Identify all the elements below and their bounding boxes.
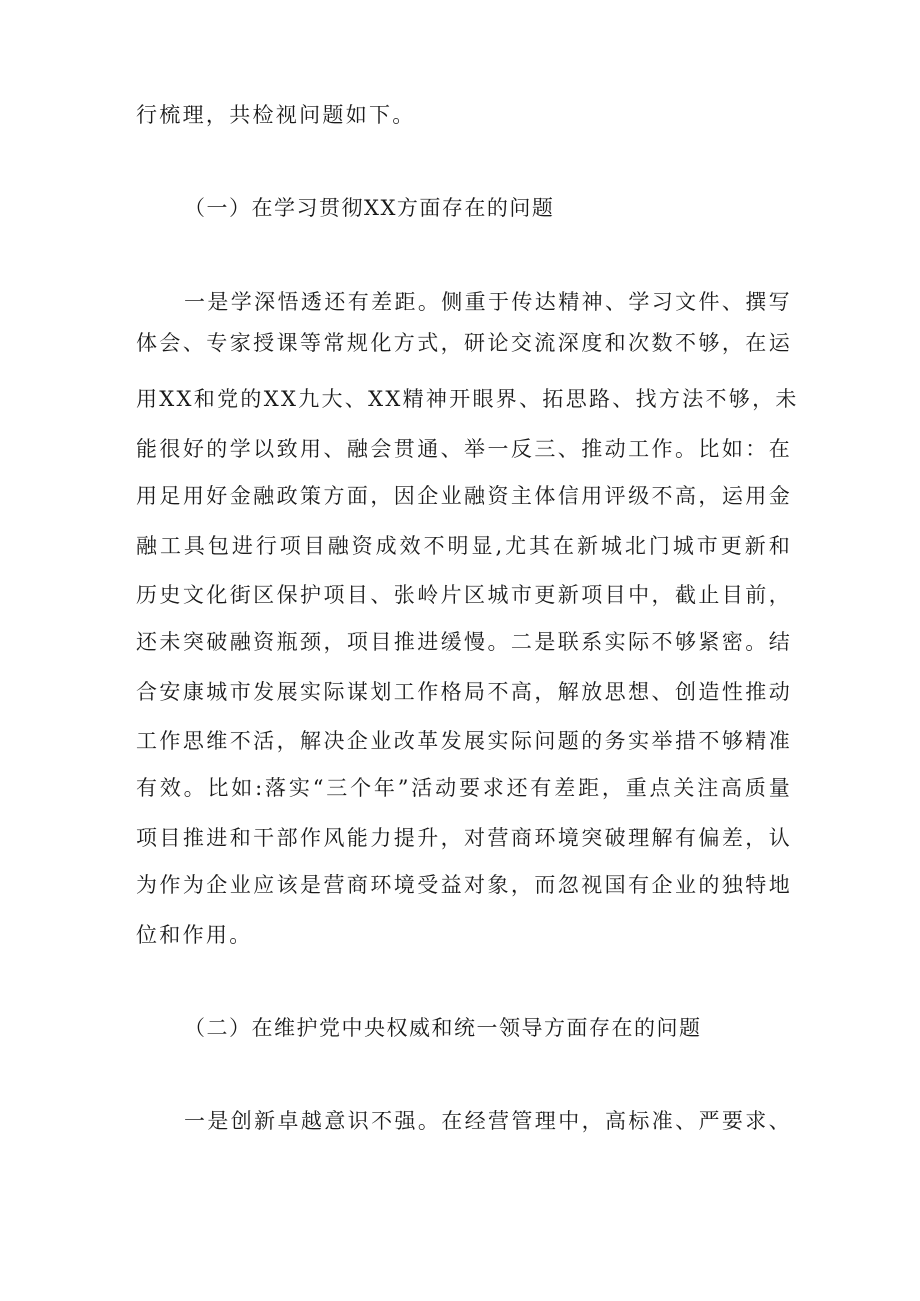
intro-paragraph: 行梳理，共检视问题如下。 (136, 103, 416, 127)
section-1-heading: （一）在学习贯彻XX方面存在的问题 (184, 196, 555, 220)
section-1-line: 能很好的学以致用、融会贯通、举一反三、推动工作。比如：在 (136, 437, 792, 461)
section-2-heading: （二）在维护党中央权威和统一领导方面存在的问题 (184, 1016, 702, 1040)
section-1-line: 项目推进和干部作风能力提升，对营商环境突破理解有偏差，认 (136, 826, 792, 850)
section-1-line: 历史文化街区保护项目、张岭片区城市更新项目中，截止目前， (136, 583, 792, 607)
section-1-line: 用XX和党的XX九大、XX精神开眼界、拓思路、找方法不够，未 (136, 387, 799, 411)
section-1-line: 位和作用。 (136, 923, 253, 947)
section-1-line: 用足用好金融政策方面，因企业融资主体信用评级不高，运用金 (136, 484, 792, 508)
section-1-line: 工作思维不活，解决企业改革发展实际问题的务实举措不够精准 (136, 729, 792, 753)
section-1-line: 为作为企业应该是营商环境受益对象，而忽视国有企业的独特地 (136, 873, 792, 897)
section-1-line: 一是学深悟透还有差距。侧重于传达精神、学习文件、撰写 (184, 290, 792, 314)
section-2-line: 一是创新卓越意识不强。在经营管理中，高标准、严要求、 (184, 1109, 792, 1133)
section-1-line: 有效。比如:落实“三个年”活动要求还有差距，重点关注高质量 (136, 776, 792, 800)
section-1-line: 合安康城市发展实际谋划工作格局不高，解放思想、创造性推动 (136, 680, 792, 704)
section-1-line: 融工具包进行项目融资成效不明显,尤其在新城北门城市更新和 (136, 534, 792, 558)
section-1-line: 还未突破融资瓶颈，项目推进缓慢。二是联系实际不够紧密。结 (136, 630, 792, 654)
section-1-line: 体会、专家授课等常规化方式，研论交流深度和次数不够，在运 (136, 331, 792, 355)
